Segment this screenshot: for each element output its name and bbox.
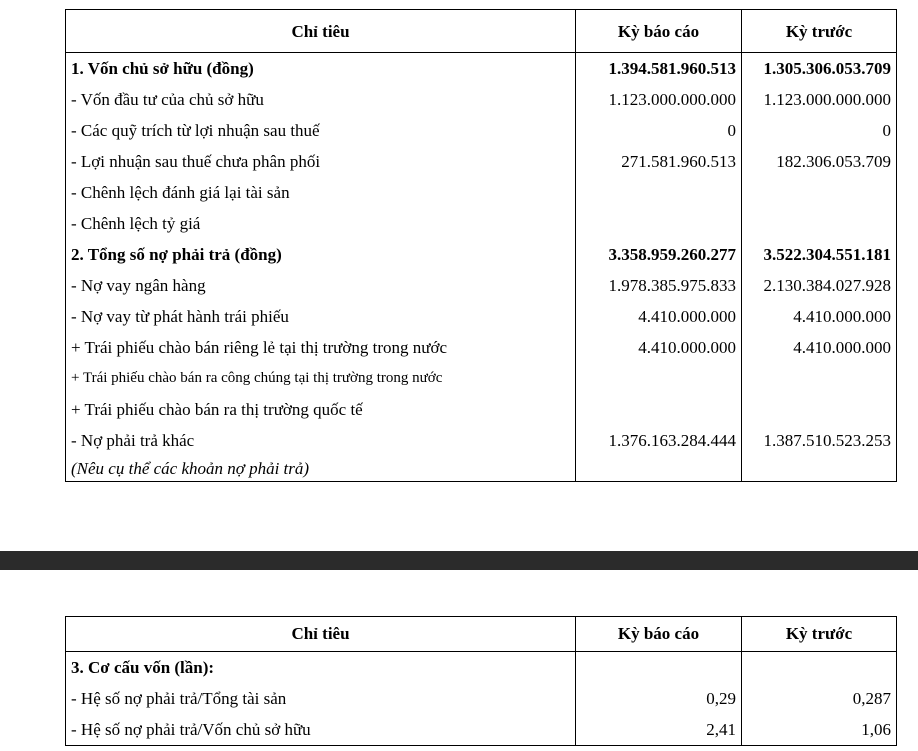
row-current-value (576, 652, 742, 684)
row-current-value: 1.123.000.000.000 (576, 84, 742, 115)
row-current-value: 4.410.000.000 (576, 301, 742, 332)
row-current-value: 0,29 (576, 683, 742, 714)
row-current-value (576, 177, 742, 208)
header-current-period: Kỳ báo cáo (576, 617, 742, 652)
table-row (66, 301, 897, 332)
row-previous-value (742, 363, 897, 394)
header-previous-period: Kỳ trước (742, 617, 897, 652)
table-row (66, 332, 897, 363)
table-row (66, 115, 897, 146)
row-previous-value: 3.522.304.551.181 (742, 239, 897, 270)
row-previous-value: 1,06 (742, 714, 897, 746)
table-row (66, 456, 897, 482)
header-indicator: Chỉ tiêu (66, 10, 576, 53)
table-row (66, 683, 897, 714)
row-current-value: 1.978.385.975.833 (576, 270, 742, 301)
row-current-value: 1.376.163.284.444 (576, 425, 742, 456)
table-row (66, 270, 897, 301)
row-previous-value: 1.123.000.000.000 (742, 84, 897, 115)
row-current-value: 3.358.959.260.277 (576, 239, 742, 270)
row-label: - Lợi nhuận sau thuế chưa phân phối (66, 146, 576, 177)
row-previous-value: 1.387.510.523.253 (742, 425, 897, 456)
row-label: - Chênh lệch đánh giá lại tài sản (66, 177, 576, 208)
row-label: - Các quỹ trích từ lợi nhuận sau thuế (66, 115, 576, 146)
row-previous-value (742, 456, 897, 482)
row-current-value: 2,41 (576, 714, 742, 746)
row-label: - Chênh lệch tỷ giá (66, 208, 576, 239)
table-row (66, 363, 897, 394)
row-previous-value (742, 394, 897, 425)
header-previous-period: Kỳ trước (742, 10, 897, 53)
row-label: + Trái phiếu chào bán ra thị trường quốc tế (66, 394, 576, 425)
row-label: - Nợ vay từ phát hành trái phiếu (66, 301, 576, 332)
row-label: - Vốn đầu tư của chủ sở hữu (66, 84, 576, 115)
row-label: - Hệ số nợ phải trả/Tổng tài sản (66, 683, 576, 714)
row-label: - Nợ phải trả khác (66, 425, 576, 456)
header-current-period: Kỳ báo cáo (576, 10, 742, 53)
row-previous-value (742, 208, 897, 239)
table-header-row (66, 10, 897, 53)
row-previous-value: 4.410.000.000 (742, 332, 897, 363)
table-row (66, 177, 897, 208)
row-current-value: 271.581.960.513 (576, 146, 742, 177)
row-previous-value: 0 (742, 115, 897, 146)
row-previous-value: 0,287 (742, 683, 897, 714)
equity-liabilities-table (65, 9, 897, 482)
table-row (66, 208, 897, 239)
table-row (66, 714, 897, 746)
capital-structure-table (65, 616, 897, 746)
row-previous-value: 1.305.306.053.709 (742, 53, 897, 85)
row-current-value: 1.394.581.960.513 (576, 53, 742, 85)
row-label: + Trái phiếu chào bán ra công chúng tại thị trường trong nước (66, 363, 576, 394)
table-row (66, 53, 897, 85)
row-previous-value: 4.410.000.000 (742, 301, 897, 332)
row-label: + Trái phiếu chào bán riêng lẻ tại thị trường trong nước (66, 332, 576, 363)
table-row (66, 394, 897, 425)
header-indicator: Chỉ tiêu (66, 617, 576, 652)
row-previous-value (742, 652, 897, 684)
section-divider (0, 551, 918, 570)
row-label: - Hệ số nợ phải trả/Vốn chủ sở hữu (66, 714, 576, 746)
row-label: 1. Vốn chủ sở hữu (đồng) (66, 53, 576, 85)
table-row (66, 84, 897, 115)
table-row (66, 146, 897, 177)
row-current-value: 4.410.000.000 (576, 332, 742, 363)
row-label: 3. Cơ cấu vốn (lần): (66, 652, 576, 684)
table-row (66, 425, 897, 456)
row-previous-value: 182.306.053.709 (742, 146, 897, 177)
row-current-value (576, 456, 742, 482)
table-row (66, 652, 897, 684)
row-current-value (576, 208, 742, 239)
row-label: (Nêu cụ thể các khoản nợ phải trả) (66, 456, 576, 482)
row-previous-value: 2.130.384.027.928 (742, 270, 897, 301)
row-current-value: 0 (576, 115, 742, 146)
row-label: - Nợ vay ngân hàng (66, 270, 576, 301)
table-header-row (66, 617, 897, 652)
row-current-value (576, 363, 742, 394)
row-label: 2. Tổng số nợ phải trả (đồng) (66, 239, 576, 270)
row-previous-value (742, 177, 897, 208)
row-current-value (576, 394, 742, 425)
table-row (66, 239, 897, 270)
